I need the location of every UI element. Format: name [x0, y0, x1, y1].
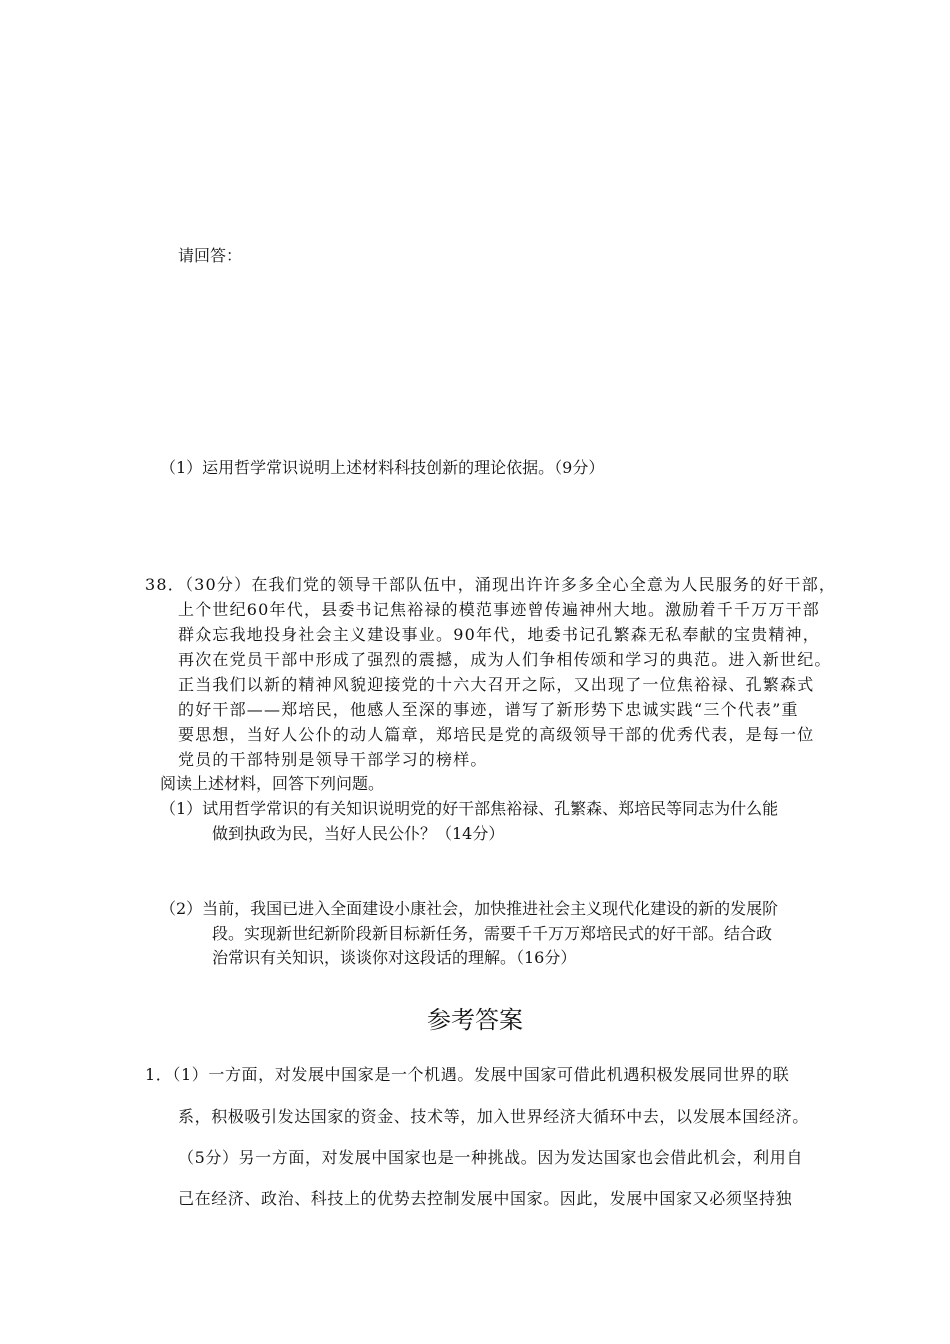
answer-line: 系，积极吸引发达国家的资金、技术等，加入世界经济大循环中去，以发展本国经济。 [178, 1107, 809, 1126]
q38-sub1-line: 做到执政为民，当好人民公仆？（14分） [212, 824, 505, 843]
q38-material-line: 的好干部——郑培民，他感人至深的事迹，谱写了新形势下忠诚实践“三个代表”重 [178, 700, 799, 719]
q38-material-line: 上个世纪60年代，县委书记焦裕禄的模范事迹曾传遍神州大地。激励着千千万万干部 [178, 600, 820, 619]
q38-sub2-line: 治常识有关知识，谈谈你对这段话的理解。（16分） [212, 948, 577, 967]
q38-material-line: 要思想，当好人公仆的动人篇章，郑培民是党的高级领导干部的优秀代表，是每一位 [178, 725, 815, 744]
q38-material-line: 再次在党员干部中形成了强烈的震撼，成为人们争相传颂和学习的典范。进入新世纪。 [178, 650, 832, 669]
q38-material-line: 党员的干部特别是领导干部学习的榜样。 [178, 750, 488, 769]
q37-subquestion-1: （1）运用哲学常识说明上述材料科技创新的理论依据。（9分） [160, 458, 605, 477]
q38-sub2-line: 段。实现新世纪新阶段新目标新任务，需要千千万万郑培民式的好干部。结合政 [212, 924, 773, 943]
q38-material-line: 群众忘我地投身社会主义建设事业。90年代，地委书记孔繁森无私奉献的宝贵精神， [178, 625, 820, 644]
answer-line: （5分）另一方面，对发展中国家也是一种挑战。因为发达国家也会借此机会，利用自 [178, 1148, 803, 1167]
q38-sub1-line: （1）试用哲学常识的有关知识说明党的好干部焦裕禄、孔繁森、郑培民等同志为什么能 [160, 799, 779, 818]
q38-sub2-line: （2）当前，我国已进入全面建设小康社会，加快推进社会主义现代化建设的新的发展阶 [160, 899, 779, 918]
answer-line: 1．（1）一方面，对发展中国家是一个机遇。发展中国家可借此机遇积极发展同世界的联 [145, 1065, 790, 1084]
q38-material-line: 正当我们以新的精神风貌迎接党的十六大召开之际，又出现了一位焦裕禄、孔繁森式 [178, 675, 815, 694]
prompt-line: 请回答： [178, 246, 243, 265]
q38-material-line: 38．（30分）在我们党的领导干部队伍中，涌现出许许多多全心全意为人民服务的好干部， [145, 575, 837, 594]
answer-line: 己在经济、政治、科技上的优势去控制发展中国家。因此，发展中国家又必须坚持独 [178, 1189, 793, 1208]
q38-instruction: 阅读上述材料，回答下列问题。 [160, 774, 385, 793]
answers-heading: 参考答案 [427, 1006, 523, 1034]
